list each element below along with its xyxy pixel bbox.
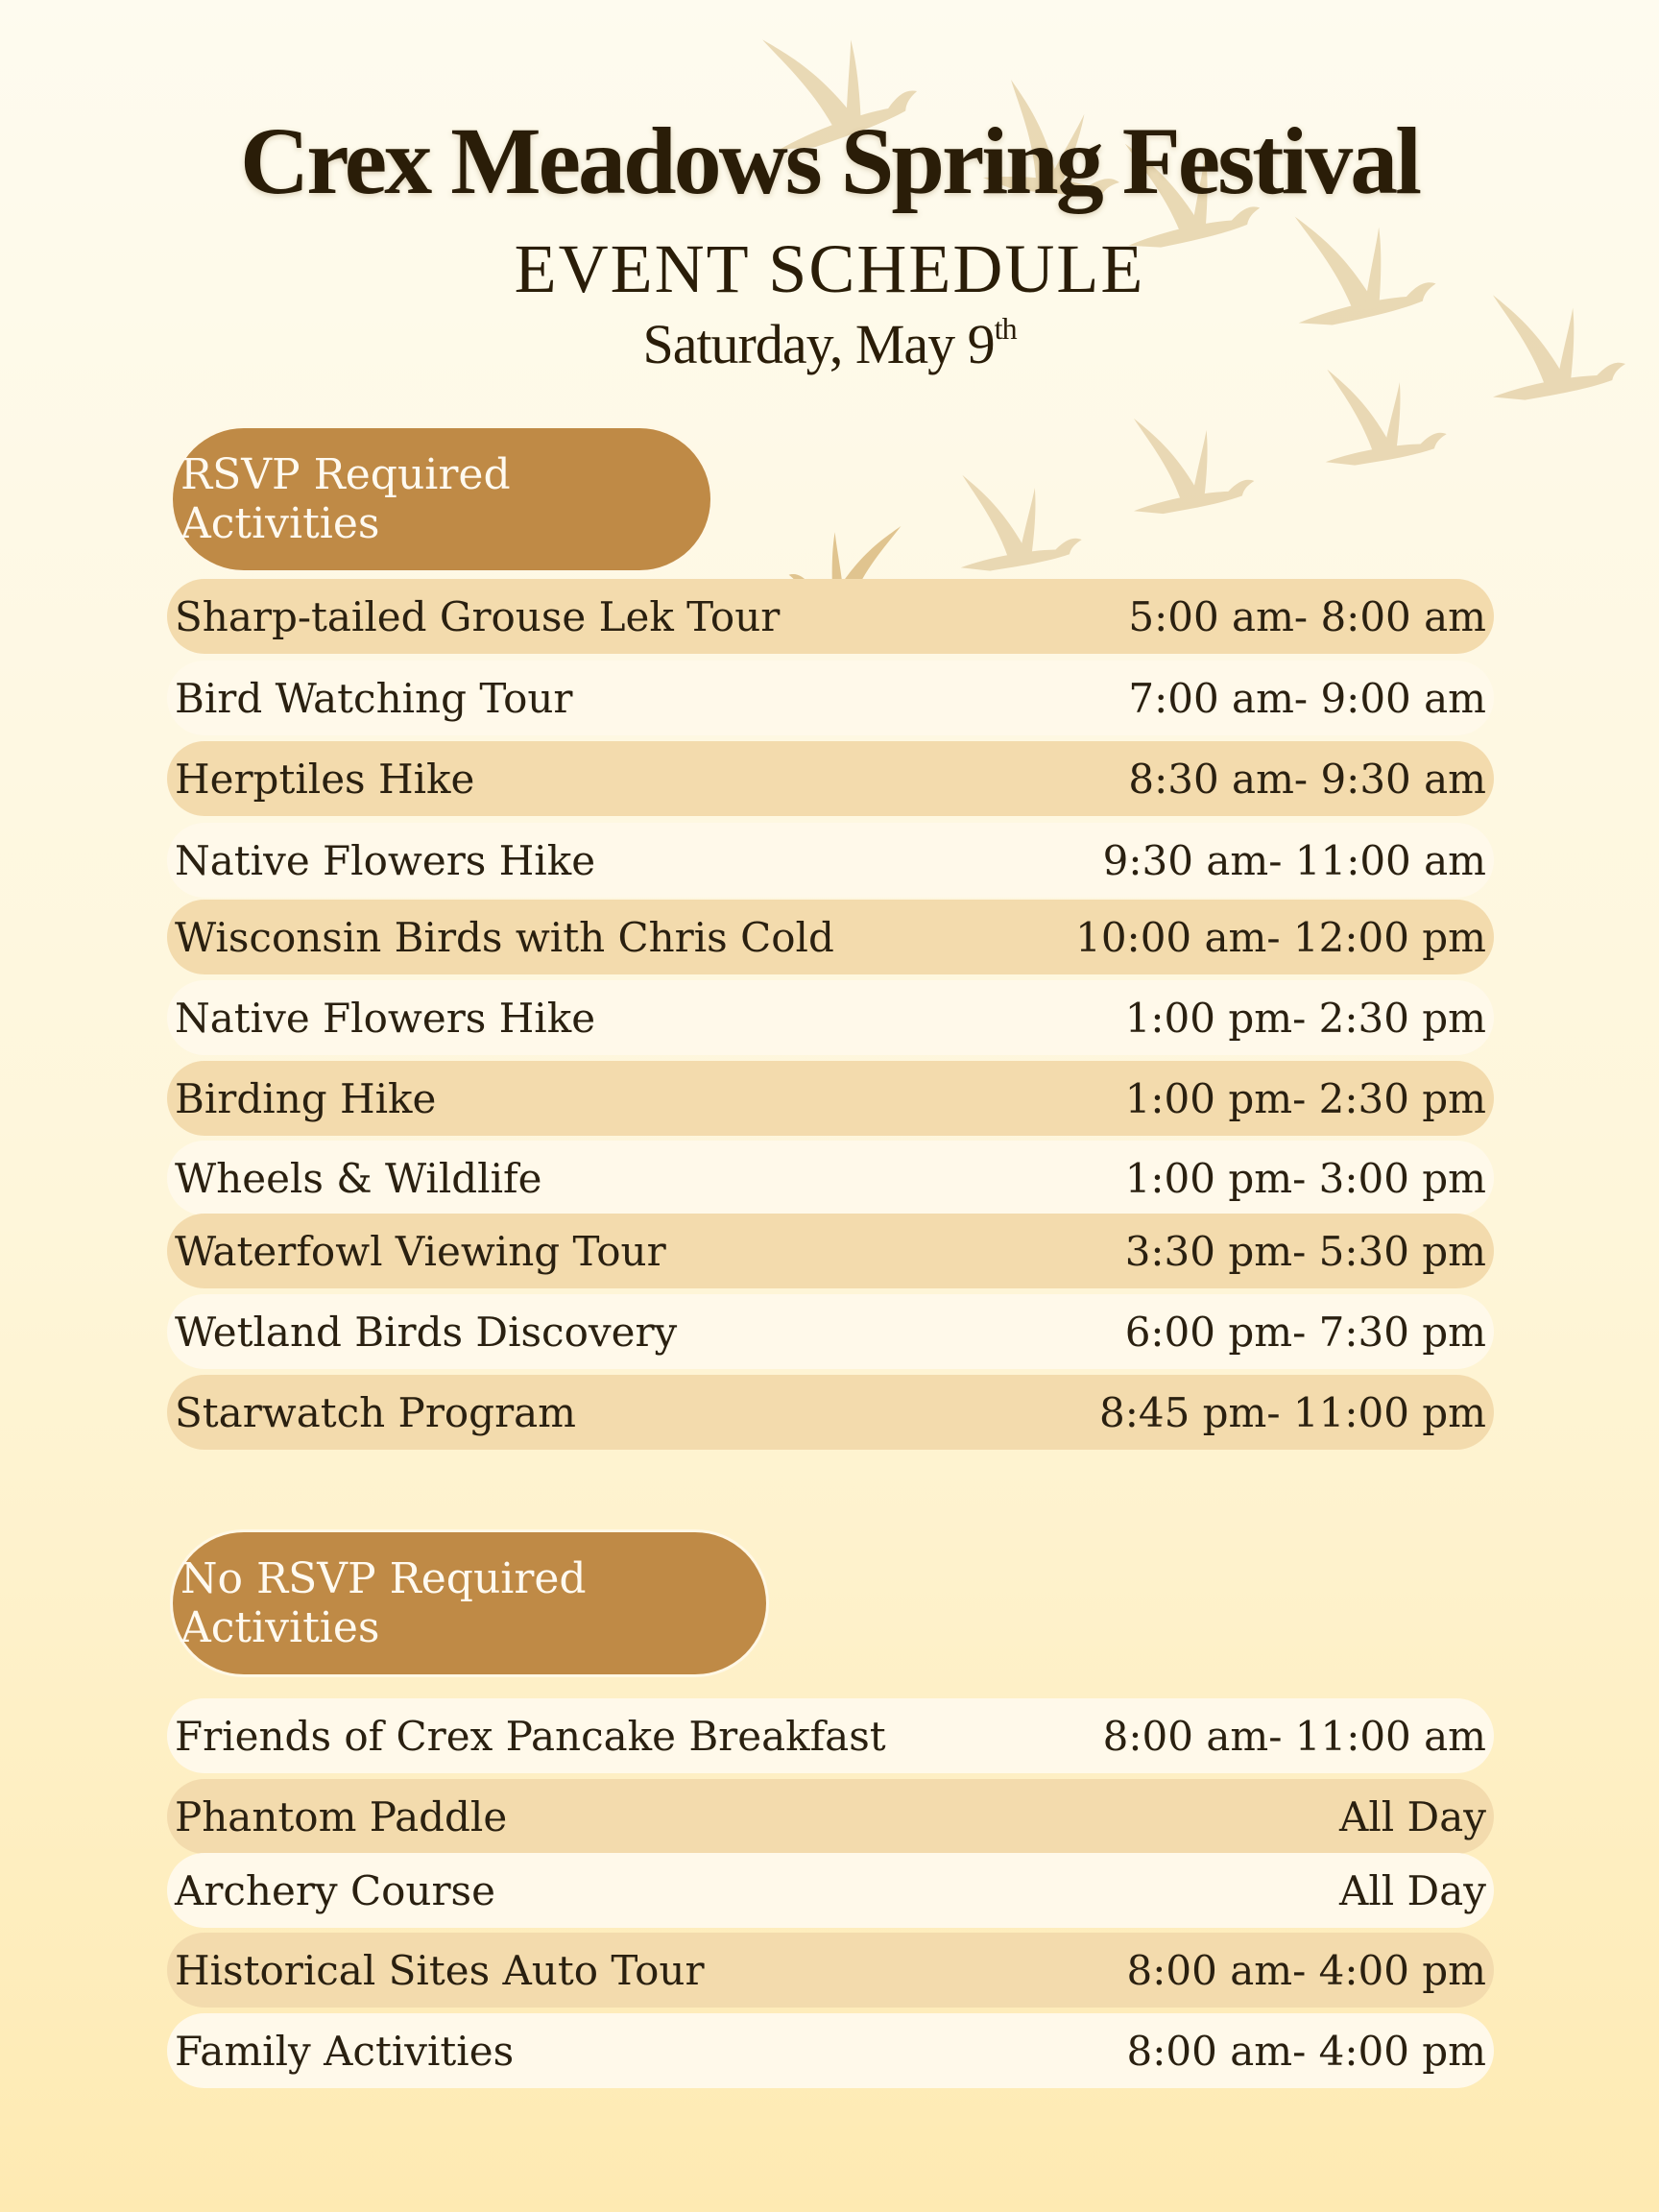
activity-time: 6:00 pm- 7:30 pm <box>1124 1308 1486 1356</box>
activity-name: Bird Watching Tour <box>175 674 573 722</box>
schedule-row <box>167 1933 1494 2008</box>
page-title: Crex Meadows Spring Festival <box>240 108 1419 214</box>
schedule-row <box>167 1375 1494 1450</box>
schedule-row <box>167 900 1494 974</box>
no-rsvp-section-label: No RSVP Required Activities <box>173 1532 766 1674</box>
schedule-row <box>167 980 1494 1055</box>
activity-time: 5:00 am- 8:00 am <box>1128 592 1486 640</box>
activity-time: 8:30 am- 9:30 am <box>1128 755 1486 803</box>
activity-time: All Day <box>1339 1792 1486 1840</box>
date-suffix: th <box>994 311 1017 346</box>
schedule-row <box>167 741 1494 816</box>
activity-time: 1:00 pm- 2:30 pm <box>1124 1074 1486 1122</box>
activity-time: 7:00 am- 9:00 am <box>1128 674 1486 722</box>
schedule-row <box>167 1853 1494 1928</box>
activity-name: Birding Hike <box>175 1074 437 1122</box>
activity-name: Herptiles Hike <box>175 755 475 803</box>
schedule-row <box>167 1141 1494 1215</box>
schedule-row <box>167 1779 1494 1854</box>
activity-name: Starwatch Program <box>175 1388 577 1436</box>
activity-name: Native Flowers Hike <box>175 994 596 1042</box>
activity-time: 10:00 am- 12:00 pm <box>1075 913 1486 961</box>
schedule-row <box>167 2013 1494 2088</box>
schedule-row <box>167 579 1494 654</box>
date-text: Saturday, May 9 <box>642 313 995 375</box>
activity-time: 8:45 pm- 11:00 pm <box>1098 1388 1486 1436</box>
schedule-row <box>167 661 1494 735</box>
activity-time: 9:30 am- 11:00 am <box>1102 836 1486 884</box>
activity-time: 1:00 pm- 2:30 pm <box>1124 994 1486 1042</box>
activity-name: Sharp-tailed Grouse Lek Tour <box>175 592 781 640</box>
activity-time: All Day <box>1339 1866 1486 1914</box>
activity-time: 8:00 am- 4:00 pm <box>1126 2027 1486 2075</box>
schedule-row <box>167 1294 1494 1369</box>
activity-name: Native Flowers Hike <box>175 836 596 884</box>
activity-name: Friends of Crex Pancake Breakfast <box>175 1712 886 1760</box>
schedule-row <box>167 823 1494 898</box>
activity-time: 8:00 am- 11:00 am <box>1102 1712 1486 1760</box>
event-date <box>0 311 1659 375</box>
activity-name: Wisconsin Birds with Chris Cold <box>175 913 834 961</box>
schedule-row <box>167 1698 1494 1773</box>
activity-name: Waterfowl Viewing Tour <box>175 1227 666 1275</box>
activity-name: Phantom Paddle <box>175 1792 508 1840</box>
activity-name: Historical Sites Auto Tour <box>175 1946 705 1994</box>
activity-name: Wheels & Wildlife <box>175 1154 542 1202</box>
activity-name: Wetland Birds Discovery <box>175 1308 678 1356</box>
rsvp-section-label: RSVP Required Activities <box>173 428 710 570</box>
schedule-row <box>167 1214 1494 1288</box>
schedule-row <box>167 1061 1494 1136</box>
activity-time: 1:00 pm- 3:00 pm <box>1124 1154 1486 1202</box>
activity-time: 8:00 am- 4:00 pm <box>1126 1946 1486 1994</box>
activity-name: Family Activities <box>175 2027 515 2075</box>
activity-time: 3:30 pm- 5:30 pm <box>1124 1227 1486 1275</box>
schedule-heading: EVENT SCHEDULE <box>514 230 1145 307</box>
activity-name: Archery Course <box>175 1866 495 1914</box>
